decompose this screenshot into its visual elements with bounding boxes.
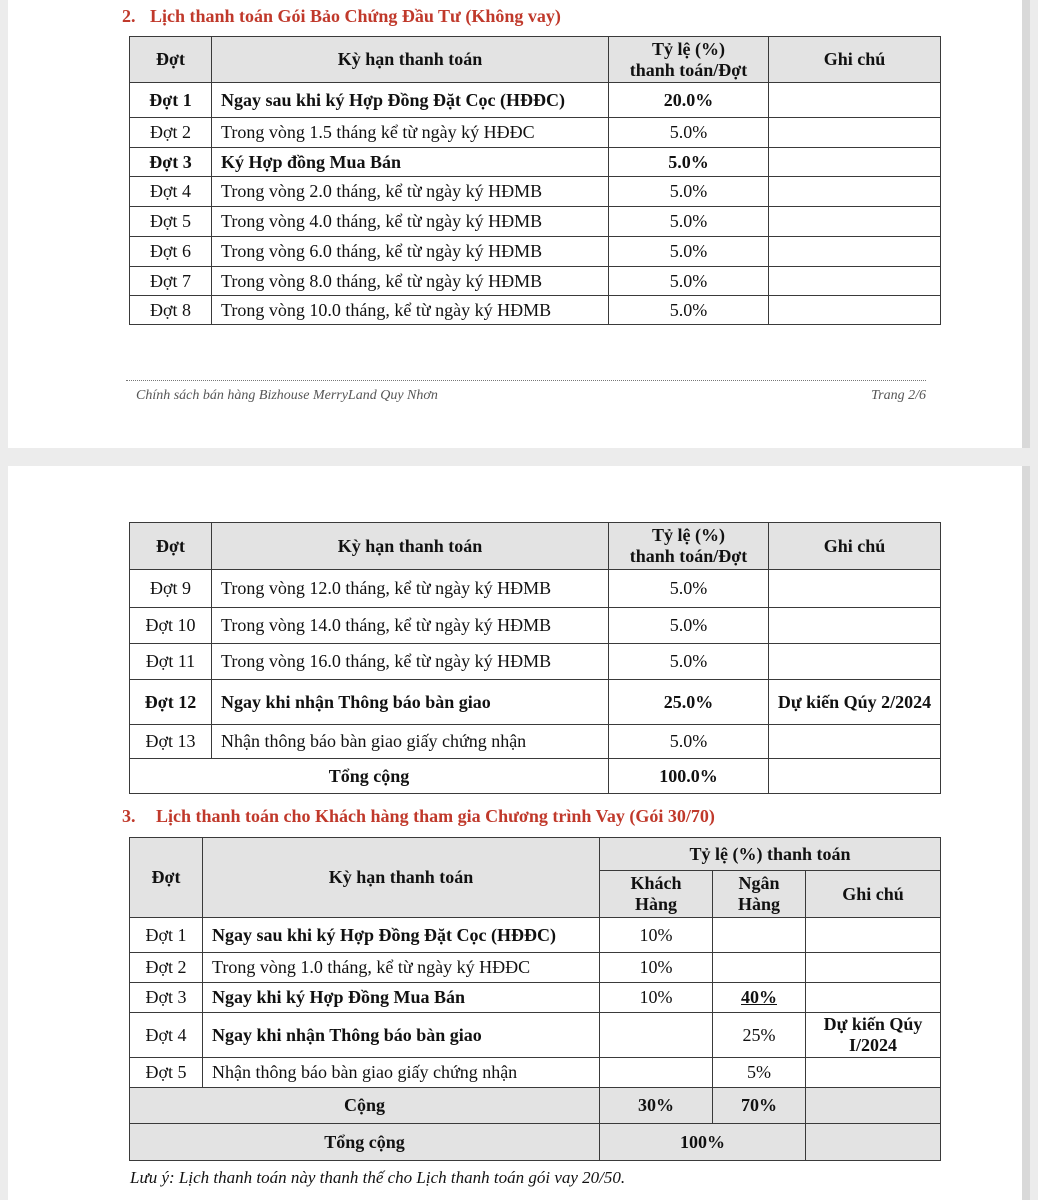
page-edge-shadow — [1022, 0, 1030, 448]
cell-ky-han: Ngay khi nhận Thông báo bàn giao — [203, 1013, 600, 1058]
cell-ky-han: Ngay sau khi ký Hợp Đồng Đặt Cọc (HĐĐC) — [203, 918, 600, 953]
footer-divider — [126, 380, 926, 381]
section-3-title: Lịch thanh toán cho Khách hàng tham gia Chương trình Vay (Gói 30/70) — [156, 806, 715, 826]
cell-ky-han: Ngay khi ký Hợp Đồng Mua Bán — [203, 983, 600, 1013]
total-row — [130, 759, 941, 794]
table-row — [130, 148, 941, 177]
section-3-heading — [122, 806, 715, 827]
section-2-title: Lịch thanh toán Gói Bảo Chứng Đầu Tư (Không vay) — [150, 6, 561, 26]
table-row — [130, 570, 941, 608]
cell-ty-le: 5.0% — [609, 267, 769, 296]
cell-ngan-hang — [713, 918, 806, 953]
col-header-ty-le-line1: Tỷ lệ (%) — [652, 38, 725, 59]
cell-dot: Đợt 5 — [130, 207, 212, 237]
col-header-ty-le-group: Tỷ lệ (%) thanh toán — [600, 838, 941, 871]
section-2-number: 2. — [122, 6, 136, 26]
cell-ghi-chu — [769, 118, 941, 148]
col-header-dot: Đợt — [130, 523, 212, 570]
col-header-ngan-hang — [713, 871, 806, 918]
total-note — [769, 759, 941, 794]
cell-ky-han: Trong vòng 6.0 tháng, kể từ ngày ký HĐMB — [212, 237, 609, 267]
table-row — [130, 207, 941, 237]
cell-dot: Đợt 4 — [130, 177, 212, 207]
col-header-ky-han: Kỳ hạn thanh toán — [203, 838, 600, 918]
col-header-ghi-chu: Ghi chú — [769, 37, 941, 83]
payment-schedule-table-part-2 — [129, 522, 941, 794]
table-row — [130, 296, 941, 325]
footer-page-number: Trang 2/6 — [871, 388, 926, 403]
col-header-ty-le-line1: Tỷ lệ (%) — [652, 525, 725, 545]
cell-ky-han: Nhận thông báo bàn giao giấy chứng nhận — [203, 1058, 600, 1088]
cell-ghi-chu — [806, 953, 941, 983]
col-header-ghi-chu: Ghi chú — [769, 523, 941, 570]
cell-ty-le: 5.0% — [609, 644, 769, 680]
col-header-khach-hang-line1: Khách — [630, 873, 682, 893]
cell-ngan-hang: 40% — [713, 983, 806, 1013]
footer-document-title: Chính sách bán hàng Bizhouse MerryLand Quy Nhơn — [136, 388, 438, 403]
cell-ty-le: 5.0% — [609, 148, 769, 177]
cell-dot: Đợt 1 — [130, 918, 203, 953]
cell-dot: Đợt 10 — [130, 608, 212, 644]
cell-dot: Đợt 13 — [130, 725, 212, 759]
cell-dot: Đợt 7 — [130, 267, 212, 296]
cell-khach-hang — [600, 1013, 713, 1058]
cell-ty-le: 25.0% — [609, 680, 769, 725]
cell-ky-han: Trong vòng 12.0 tháng, kể từ ngày ký HĐMB — [212, 570, 609, 608]
cell-ky-han: Trong vòng 1.0 tháng, kể từ ngày ký HĐĐC — [203, 953, 600, 983]
col-header-ty-le — [609, 37, 769, 83]
table-row — [130, 118, 941, 148]
subtotal-khach-hang: 30% — [600, 1088, 713, 1124]
subtotal-ngan-hang: 70% — [713, 1088, 806, 1124]
section-2-heading — [122, 6, 561, 27]
col-header-ty-le — [609, 523, 769, 570]
col-header-ngan-hang-line1: Ngân — [738, 873, 780, 893]
cell-ky-han: Ngay khi nhận Thông báo bàn giao — [212, 680, 609, 725]
cell-ghi-chu — [769, 296, 941, 325]
cell-ghi-chu — [769, 177, 941, 207]
cell-dot: Đợt 3 — [130, 148, 212, 177]
cell-ky-han: Trong vòng 8.0 tháng, kể từ ngày ký HĐMB — [212, 267, 609, 296]
col-header-dot: Đợt — [130, 838, 203, 918]
table-row — [130, 983, 941, 1013]
cell-khach-hang: 10% — [600, 983, 713, 1013]
cell-ky-han: Trong vòng 16.0 tháng, kể từ ngày ký HĐMB — [212, 644, 609, 680]
section-3-number: 3. — [122, 806, 136, 826]
cell-ty-le: 5.0% — [609, 237, 769, 267]
cell-ky-han: Trong vòng 10.0 tháng, kể từ ngày ký HĐMB — [212, 296, 609, 325]
cell-dot: Đợt 2 — [130, 118, 212, 148]
table-row — [130, 918, 941, 953]
subtotal-label: Cộng — [130, 1088, 600, 1124]
col-header-ty-le-line2: thanh toán/Đợt — [629, 59, 748, 80]
cell-dot: Đợt 4 — [130, 1013, 203, 1058]
table-row — [130, 680, 941, 725]
col-header-ngan-hang-line2: Hàng — [737, 894, 780, 914]
table-row — [130, 267, 941, 296]
cell-ky-han: Trong vòng 14.0 tháng, kể từ ngày ký HĐMB — [212, 608, 609, 644]
table-row — [130, 725, 941, 759]
total-label: Tổng cộng — [130, 1124, 600, 1161]
subtotal-row — [130, 1088, 941, 1124]
table-header-row — [130, 523, 941, 570]
table-row — [130, 177, 941, 207]
table-row — [130, 644, 941, 680]
cell-ty-le: 20.0% — [609, 83, 769, 118]
cell-ngan-hang: 5% — [713, 1058, 806, 1088]
total-value: 100% — [600, 1124, 806, 1161]
cell-ghi-chu — [806, 1058, 941, 1088]
total-row — [130, 1124, 941, 1161]
page-edge-shadow — [1022, 466, 1030, 1200]
subtotal-note — [806, 1088, 941, 1124]
cell-dot: Đợt 8 — [130, 296, 212, 325]
total-label: Tổng cộng — [130, 759, 609, 794]
cell-ky-han: Trong vòng 2.0 tháng, kể từ ngày ký HĐMB — [212, 177, 609, 207]
table-row — [130, 608, 941, 644]
cell-ngan-hang: 25% — [713, 1013, 806, 1058]
cell-ghi-chu — [769, 207, 941, 237]
col-header-ghi-chu: Ghi chú — [806, 871, 941, 918]
table-row — [130, 1058, 941, 1088]
col-header-khach-hang — [600, 871, 713, 918]
cell-ghi-chu: Dự kiến Qúy I/2024 — [806, 1013, 941, 1058]
cell-ghi-chu — [806, 983, 941, 1013]
table-header-row — [130, 838, 941, 871]
col-header-ty-le-line2: thanh toán/Đợt — [629, 546, 748, 566]
cell-ty-le: 5.0% — [609, 118, 769, 148]
cell-ghi-chu — [769, 570, 941, 608]
cell-ghi-chu — [769, 267, 941, 296]
cell-ky-han: Ký Hợp đồng Mua Bán — [212, 148, 609, 177]
cell-dot: Đợt 11 — [130, 644, 212, 680]
table-row — [130, 1013, 941, 1058]
cell-ky-han: Nhận thông báo bàn giao giấy chứng nhận — [212, 725, 609, 759]
payment-schedule-table-part-1 — [129, 36, 941, 325]
cell-ghi-chu — [769, 725, 941, 759]
cell-khach-hang: 10% — [600, 918, 713, 953]
cell-ty-le: 5.0% — [609, 608, 769, 644]
table-row — [130, 237, 941, 267]
cell-ty-le: 5.0% — [609, 570, 769, 608]
total-note — [806, 1124, 941, 1161]
cell-khach-hang — [600, 1058, 713, 1088]
cell-ngan-hang — [713, 953, 806, 983]
footnote: Lưu ý: Lịch thanh toán này thanh thế cho Lịch thanh toán gói vay 20/50. — [130, 1168, 626, 1187]
cell-ty-le: 5.0% — [609, 177, 769, 207]
cell-dot: Đợt 3 — [130, 983, 203, 1013]
table-row — [130, 83, 941, 118]
cell-ghi-chu — [769, 83, 941, 118]
col-header-khach-hang-line2: Hàng — [634, 894, 677, 914]
cell-ty-le: 5.0% — [609, 725, 769, 759]
document-page-1 — [8, 0, 1030, 448]
cell-ghi-chu — [769, 608, 941, 644]
total-value: 100.0% — [609, 759, 769, 794]
col-header-ky-han: Kỳ hạn thanh toán — [212, 523, 609, 570]
cell-khach-hang: 10% — [600, 953, 713, 983]
cell-ty-le: 5.0% — [609, 207, 769, 237]
cell-dot: Đợt 5 — [130, 1058, 203, 1088]
cell-dot: Đợt 1 — [130, 83, 212, 118]
cell-ghi-chu — [769, 237, 941, 267]
cell-ty-le: 5.0% — [609, 296, 769, 325]
cell-ghi-chu — [806, 918, 941, 953]
cell-ky-han: Trong vòng 4.0 tháng, kể từ ngày ký HĐMB — [212, 207, 609, 237]
table-header-row — [130, 37, 941, 83]
cell-ghi-chu — [769, 644, 941, 680]
cell-dot: Đợt 2 — [130, 953, 203, 983]
document-page-2 — [8, 466, 1030, 1200]
col-header-ky-han: Kỳ hạn thanh toán — [212, 37, 609, 83]
col-header-dot: Đợt — [130, 37, 212, 83]
cell-ky-han: Ngay sau khi ký Hợp Đồng Đặt Cọc (HĐĐC) — [212, 83, 609, 118]
cell-dot: Đợt 9 — [130, 570, 212, 608]
cell-ghi-chu: Dự kiến Qúy 2/2024 — [769, 680, 941, 725]
cell-ghi-chu — [769, 148, 941, 177]
cell-dot: Đợt 6 — [130, 237, 212, 267]
table-row — [130, 953, 941, 983]
cell-dot: Đợt 12 — [130, 680, 212, 725]
cell-ky-han: Trong vòng 1.5 tháng kể từ ngày ký HĐĐC — [212, 118, 609, 148]
loan-payment-schedule-table — [129, 837, 941, 1161]
